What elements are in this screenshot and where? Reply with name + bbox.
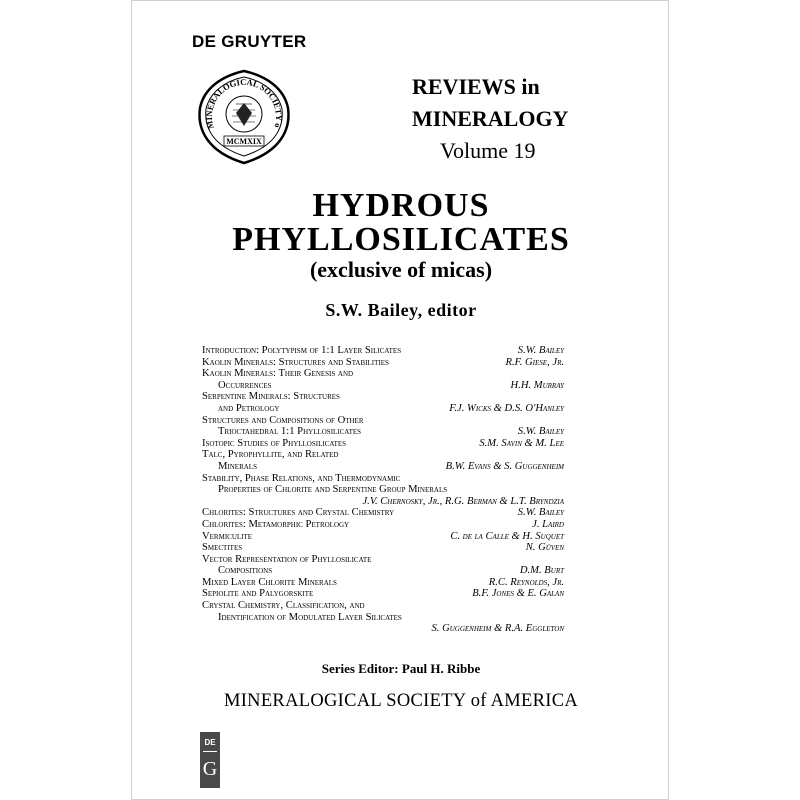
- toc-entry-author: J. Laird: [532, 518, 564, 530]
- toc-entry-title: Stability, Phase Relations, and Thermodynamic: [202, 472, 401, 484]
- volume-editor: S.W. Bailey, editor: [325, 300, 477, 320]
- toc-entry: [202, 577, 564, 589]
- toc-entry: [202, 368, 564, 380]
- title-line-2: PHYLLOSILICATES: [232, 221, 570, 258]
- toc-entry-author: B.F. Jones & E. Galan: [472, 588, 564, 600]
- logo-top-text: DE: [204, 738, 216, 747]
- toc-entry: [202, 588, 564, 600]
- toc-entry-title: Isotopic Studies of Phyllosilicates: [202, 437, 347, 449]
- book-subtitle: (exclusive of micas): [309, 257, 493, 282]
- logo-bottom-text: G: [202, 758, 218, 780]
- series-line-1: REVIEWS in: [412, 74, 540, 99]
- society-name: MINERALOGICAL SOCIETY of AMERICA: [223, 691, 579, 711]
- toc-entry-author: D.M. Burt: [519, 565, 564, 577]
- toc-entry-author: F.J. Wicks & D.S. O'Hanley: [449, 402, 564, 414]
- toc-entry: [202, 554, 564, 566]
- toc-entry-author: S.M. Savin & M. Lee: [479, 437, 564, 449]
- toc-entry-author: S. Guggenheim & R.A. Eggleton: [431, 623, 564, 635]
- table-of-contents: [202, 345, 564, 635]
- toc-entry-author: R.C. Reynolds, Jr.: [488, 576, 564, 588]
- toc-entry-title: Introduction: Polytypism of 1:1 Layer Silicates: [202, 345, 402, 356]
- toc-entry: [202, 542, 564, 554]
- toc-entry-author: H.H. Murray: [510, 379, 564, 391]
- toc-entry: [202, 426, 564, 438]
- volume-number: Volume 19: [440, 138, 536, 163]
- toc-entry: [202, 345, 564, 357]
- toc-entry: [202, 380, 564, 392]
- publisher-name: DE GRUYTER: [192, 32, 307, 51]
- toc-entry-title: Serpentine Minerals: Structures: [202, 391, 340, 403]
- toc-entry-author: S.W. Bailey: [517, 345, 564, 356]
- toc-entry-author: J.V. Chernosky, Jr., R.G. Berman & L.T. Bryndzia: [362, 495, 564, 507]
- toc-entry-title: Minerals: [218, 460, 257, 472]
- toc-entry: [202, 391, 564, 403]
- toc-entry-title: Identification of Modulated Layer Silicates: [218, 611, 402, 623]
- seal-ring-text: MINERALOGICAL SOCIETY o: [203, 76, 285, 130]
- toc-entry: [202, 612, 564, 624]
- title-line-1: HYDROUS: [312, 187, 490, 224]
- toc-entry-title: Chlorites: Metamorphic Petrology: [202, 518, 350, 530]
- toc-entry: [202, 449, 564, 461]
- toc-entry: [202, 519, 564, 531]
- toc-entry-author: N. Güven: [525, 542, 564, 554]
- toc-entry-title: Trioctahedral 1:1 Phyllosilicates: [218, 426, 362, 438]
- toc-entry-title: Talc, Pyrophyllite, and Related: [202, 449, 339, 461]
- toc-entry-title: Vermiculite: [202, 530, 253, 542]
- toc-entry-title: Structures and Compositions of Other: [202, 414, 364, 426]
- toc-entry: [202, 496, 564, 508]
- toc-entry: [202, 438, 564, 450]
- toc-entry: [202, 473, 564, 485]
- toc-entry-author: S.W. Bailey: [517, 507, 564, 519]
- toc-entry: [202, 415, 564, 427]
- toc-entry-title: Compositions: [218, 565, 273, 577]
- seal-year: MCMXIX: [226, 137, 262, 146]
- toc-entry: [202, 484, 564, 496]
- toc-entry: [202, 565, 564, 577]
- book-cover: [131, 0, 669, 800]
- toc-entry-title: Properties of Chlorite and Serpentine Group Minerals: [218, 484, 448, 496]
- logo-divider: [203, 751, 217, 752]
- toc-entry-title: Chlorites: Structures and Crystal Chemistry: [202, 507, 395, 519]
- series-block: [412, 71, 632, 167]
- series-editor: Series Editor: Paul H. Ribbe: [321, 661, 481, 676]
- society-seal-logo: [196, 68, 292, 166]
- toc-entry-author: S.W. Bailey: [517, 426, 564, 438]
- toc-entry-title: Kaolin Minerals: Their Genesis and: [202, 368, 354, 380]
- toc-entry: [202, 623, 564, 635]
- toc-entry-title: Kaolin Minerals: Structures and Stabilities: [202, 356, 389, 368]
- toc-entry: [202, 600, 564, 612]
- book-title: [132, 189, 670, 257]
- toc-entry-author: B.W. Evans & S. Guggenheim: [445, 460, 564, 472]
- degruyter-logo: [200, 732, 220, 788]
- seal-graphic: [196, 68, 292, 166]
- toc-entry-author: R.F. Giese, Jr.: [505, 356, 564, 368]
- toc-entry: [202, 403, 564, 415]
- toc-entry: [202, 507, 564, 519]
- toc-entry: [202, 461, 564, 473]
- toc-entry: [202, 357, 564, 369]
- toc-entry: [202, 531, 564, 543]
- toc-entry-title: Vector Representation of Phyllosilicate: [202, 553, 372, 565]
- toc-entry-title: Sepiolite and Palygorskite: [202, 588, 314, 600]
- toc-entry-title: Mixed Layer Chlorite Minerals: [202, 576, 337, 588]
- toc-entry-title: Smectites: [202, 542, 243, 554]
- toc-entry-title: Occurrences: [218, 379, 272, 391]
- toc-entry-title: Crystal Chemistry, Classification, and: [202, 600, 365, 612]
- series-line-2: MINERALOGY: [412, 106, 569, 131]
- toc-entry-author: C. de la Calle & H. Suquet: [450, 530, 564, 542]
- toc-entry-title: and Petrology: [218, 402, 280, 414]
